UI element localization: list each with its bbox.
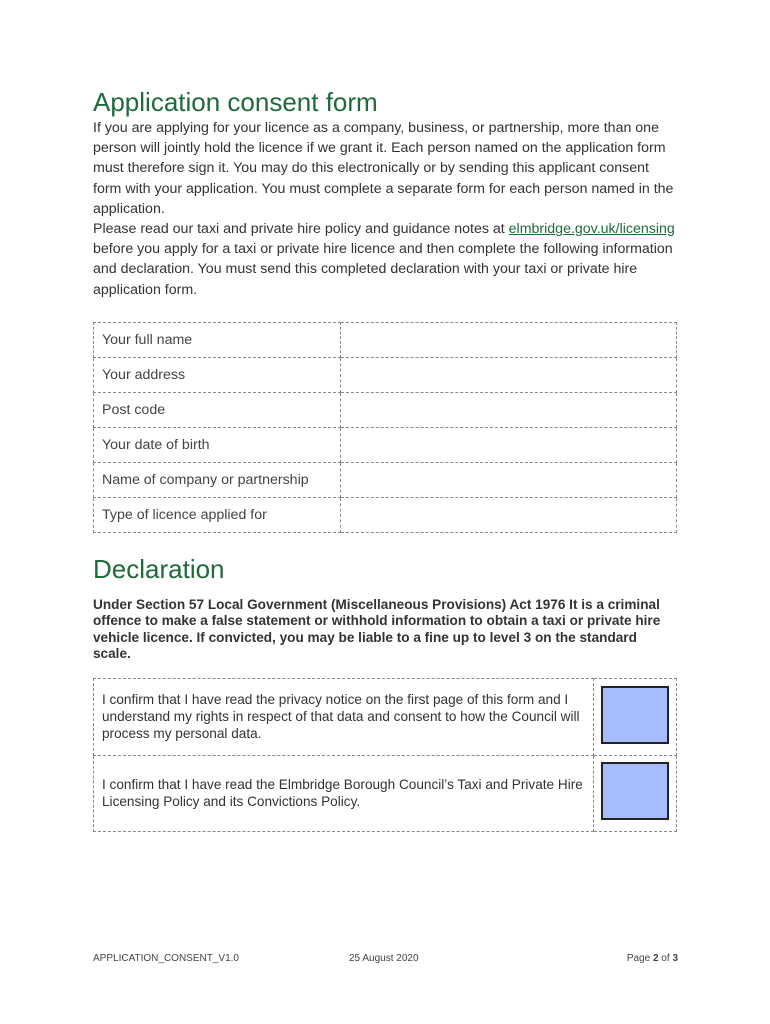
document-date: 25 August 2020 xyxy=(349,953,419,964)
page-title: Application consent form xyxy=(93,87,378,117)
address-field[interactable] xyxy=(341,357,677,392)
legal-warning: Under Section 57 Local Government (Miscellaneous Provisions) Act 1976 It is a criminal offence to make a false statement or withhold information to obtain a taxi or private hire vehicle licence. If convicted, you may be liable to a fine up to level 3 on the standard scale. xyxy=(93,596,661,662)
date-of-birth-label: Your date of birth xyxy=(94,427,341,462)
policy-consent-checkbox[interactable] xyxy=(601,762,669,820)
table-row xyxy=(94,357,677,392)
table-row xyxy=(94,497,677,532)
post-code-label: Post code xyxy=(94,392,341,427)
table-row xyxy=(94,427,677,462)
table-row xyxy=(94,392,677,427)
form-page xyxy=(93,86,678,832)
guidance-text-after: before you apply for a taxi or private hire licence and then complete the following information and declaration. You must send this completed declaration with your taxi or private hire application form. xyxy=(93,241,673,298)
post-code-field[interactable] xyxy=(341,392,677,427)
full-name-field[interactable] xyxy=(341,322,677,357)
table-row xyxy=(94,755,677,831)
page-current: 2 xyxy=(652,953,659,964)
licence-type-label: Type of licence applied for xyxy=(94,497,341,532)
privacy-confirmation-text: I confirm that I have read the privacy notice on the first page of this form and I understand my rights in respect of that data and consent to how the Council will process my personal data. xyxy=(94,678,594,755)
applicant-details-table xyxy=(93,322,677,533)
guidance-paragraph xyxy=(93,219,678,300)
document-id: APPLICATION_CONSENT_V1.0 xyxy=(93,953,239,964)
page-total: 3 xyxy=(672,953,678,964)
guidance-text-before: Please read our taxi and private hire policy and guidance notes at xyxy=(93,221,509,238)
privacy-consent-checkbox[interactable] xyxy=(601,686,669,744)
intro-paragraph: If you are applying for your licence as a company, business, or partnership, more than one person will jointly hold the licence if we grant it. Each person named on the application form must therefore sign it. You may do this electronically or by sending this applicant consent form with your application. You must complete a separate form for each person named in the application. xyxy=(93,120,674,217)
table-row xyxy=(94,462,677,497)
licensing-link[interactable]: elmbridge.gov.uk/licensing xyxy=(508,221,675,238)
confirmation-table xyxy=(93,678,677,832)
page-number xyxy=(627,953,678,964)
date-of-birth-field[interactable] xyxy=(341,427,677,462)
privacy-checkbox-cell xyxy=(594,678,677,755)
licence-type-field[interactable] xyxy=(341,497,677,532)
table-row xyxy=(94,322,677,357)
policy-checkbox-cell xyxy=(594,755,677,831)
company-name-label: Name of company or partnership xyxy=(94,462,341,497)
declaration-heading: Declaration xyxy=(93,553,225,584)
page-prefix: Page xyxy=(626,953,653,964)
page-of: of xyxy=(658,953,673,964)
table-row xyxy=(94,678,677,755)
policy-confirmation-text: I confirm that I have read the Elmbridge Borough Council’s Taxi and Private Hire Licensing Policy and its Convictions Policy. xyxy=(94,755,594,831)
company-name-field[interactable] xyxy=(341,462,677,497)
full-name-label: Your full name xyxy=(94,322,341,357)
address-label: Your address xyxy=(94,357,341,392)
